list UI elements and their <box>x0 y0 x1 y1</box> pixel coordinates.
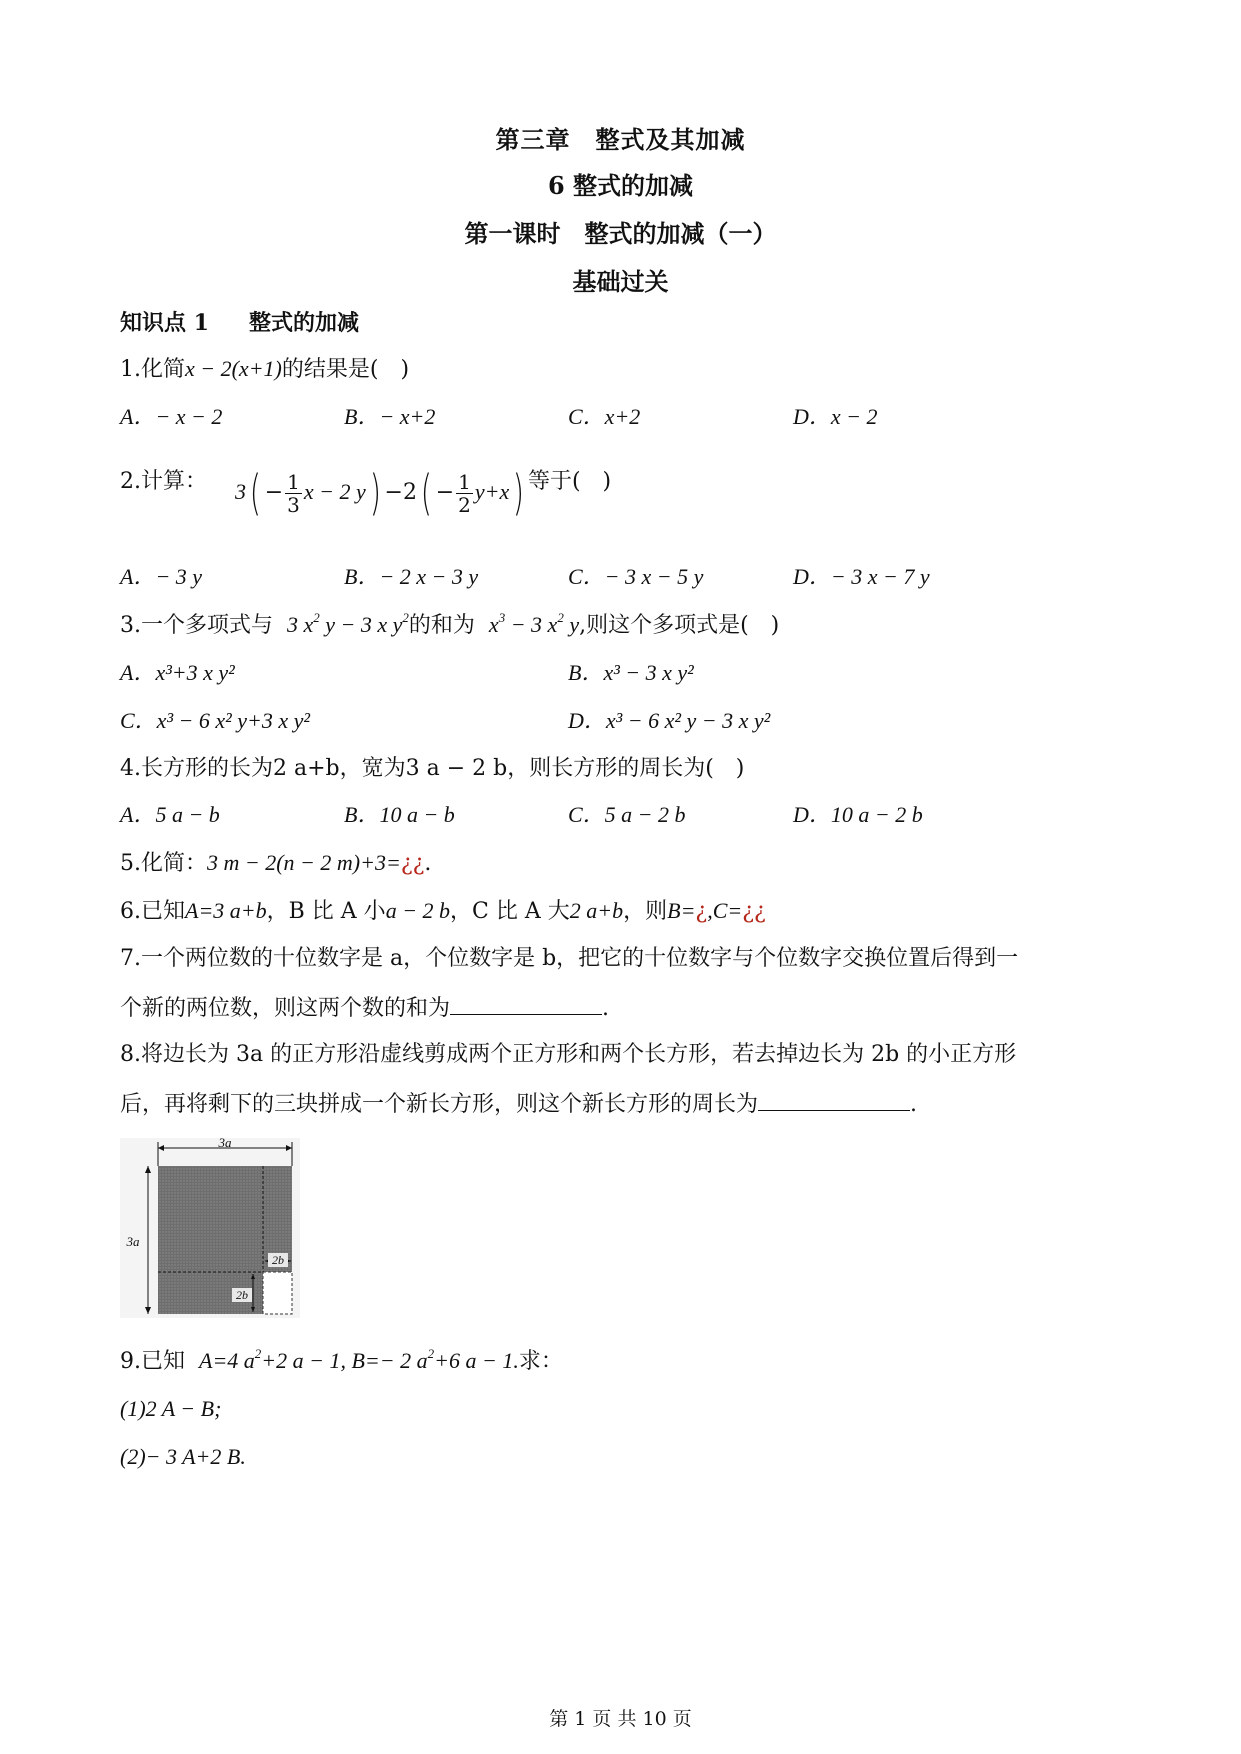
q4-option-b: B．10 a − b <box>344 802 455 827</box>
q1-option-d: D．x − 2 <box>793 404 878 429</box>
q2-fraction-1 <box>285 471 302 516</box>
q2-fraction-1-numerator: 1 <box>287 469 300 494</box>
inner-dimension-label: 2b <box>272 1253 284 1267</box>
q6-garbled-mark-1: ¿ <box>695 899 708 924</box>
q9-expression: A=4 $a^2+2$ a − 1, B=− 2 $a^2+6$ a − 1. <box>199 1345 519 1373</box>
q6-c-label: ,C= <box>707 898 743 923</box>
q8-answer-blank <box>758 1088 910 1111</box>
q2-fraction-1-denominator: 3 <box>287 492 300 517</box>
question-8-line-1: 8.将边长为 3a 的正方形沿虚线剪成两个正方形和两个长方形，若去掉边长为 2b 的小正方形 <box>120 1042 1017 1067</box>
q5-garbled-mark: ¿¿ <box>400 851 425 876</box>
q2-option-d: D．− 3 x − 7 y <box>793 564 930 589</box>
q6-mid-3: ，则 <box>623 899 668 924</box>
q9-suffix: 求： <box>518 1349 563 1374</box>
part-title: 基础过关 <box>572 267 669 296</box>
q7-end: . <box>602 996 610 1021</box>
top-dimension-label: 3a <box>218 1138 232 1150</box>
lesson-title: 第一课时 整式的加减（一） <box>464 219 777 248</box>
q6-b-difference: a − 2 b <box>385 898 451 923</box>
q1-option-a: A．− x − 2 <box>120 404 223 429</box>
knowledge-point-title: 整式的加减 <box>248 310 359 336</box>
q2-fraction-2 <box>456 471 473 516</box>
q3-option-b: B．x³ − 3 x y² <box>568 660 694 685</box>
q3-middle: 的和为 <box>408 613 475 638</box>
q1-prefix: 1.化简 <box>120 357 185 382</box>
q1-suffix: 的结果是( ) <box>281 357 410 382</box>
q2-option-a: A．− 3 y <box>120 564 203 589</box>
q8-end: . <box>910 1092 918 1117</box>
q9-part-2: (2)− 3 A+2 B. <box>120 1444 246 1469</box>
q2-suffix: 等于( ) <box>527 469 612 494</box>
q2-prefix: 2.计算： <box>120 469 207 494</box>
q2-option-c: C．− 3 x − 5 y <box>568 564 704 589</box>
question-2: 2.计算： 3( − $\frac{1}{3}$ x − 2 y) −2( − $\frac{1}{2}$ y+x) 等于( ) <box>120 465 612 521</box>
q4-option-c: C．5 a − 2 b <box>568 802 686 827</box>
q1-option-c: C．x+2 <box>568 404 641 429</box>
left-dimension-label: 3a <box>126 1234 140 1249</box>
q3-prefix: 3.一个多项式与 <box>120 613 273 638</box>
knowledge-point-heading <box>120 308 359 338</box>
q6-b-label: B= <box>667 898 696 923</box>
q3-option-d: D．x³ − 6 x² y − 3 x y² <box>568 708 771 733</box>
q2-term-1: x − 2 y <box>303 479 366 504</box>
question-3 <box>120 610 779 641</box>
q9-part-1: (1)2 A − B; <box>120 1396 222 1421</box>
q2-coefficient-1: 3 <box>235 479 246 504</box>
q9-prefix: 9.已知 <box>120 1349 185 1374</box>
q7-answer-blank <box>450 992 602 1015</box>
q2-term-2: y+x <box>474 479 510 504</box>
knowledge-point-label: 知识点 1 <box>120 310 209 336</box>
q6-c-difference: 2 a+b <box>569 898 624 923</box>
q5-expression: 3 m − 2(n − 2 m)+3= <box>207 850 401 875</box>
q2-middle: −2 <box>384 480 417 505</box>
q3-suffix: ,则这个多项式是( ) <box>579 613 780 638</box>
question-7-line-1: 7.一个两位数的十位数字是 a，个位数字是 b，把它的十位数字与个位数字交换位置后得到一 <box>120 946 1019 971</box>
removed-small-square <box>263 1272 292 1314</box>
question-5 <box>120 848 431 879</box>
q4-option-a: A．5 a − b <box>120 802 220 827</box>
square-cut-figure <box>120 1138 300 1318</box>
q3-option-a: A．x³+3 x y² <box>120 660 235 685</box>
q6-mid-2: ，C 比 A 大 <box>450 899 570 924</box>
question-6 <box>120 896 766 927</box>
bottom-dimension-label: 2b <box>236 1288 248 1302</box>
q7-text: 个新的两位数，则这两个数的和为 <box>120 996 451 1021</box>
q3-expression-2: $x^3 - 3$ $x^2$ y <box>488 609 580 637</box>
q4-option-d: D．10 a − 2 b <box>793 802 923 827</box>
question-8-line-2 <box>120 1088 917 1120</box>
page-footer: 第 1 页 共 10 页 <box>549 1708 692 1730</box>
q1-option-b: B．− x+2 <box>344 404 436 429</box>
question-7-line-2 <box>120 992 609 1024</box>
q8-text: 后，再将剩下的三块拼成一个新长方形，则这个新长方形的周长为 <box>120 1092 759 1117</box>
question-9 <box>120 1346 563 1377</box>
q2-fraction-2-numerator: 1 <box>458 469 471 494</box>
q3-option-c: C．x³ − 6 x² y+3 x y² <box>120 708 310 733</box>
q3-expression-1: 3 $x^2$ y − 3 x $y^2$ <box>287 609 409 637</box>
chapter-title: 第三章 整式及其加减 <box>495 125 746 154</box>
q6-prefix: 6.已知 <box>120 899 185 924</box>
section-title: 6 整式的加减 <box>547 171 694 200</box>
q1-expression: x − 2(x+1) <box>185 356 282 381</box>
q5-prefix: 5.化简： <box>120 851 207 876</box>
q5-suffix: . <box>424 851 432 876</box>
q6-a-expression: A=3 a+b <box>185 898 267 923</box>
q2-fraction-2-denominator: 2 <box>458 492 471 517</box>
question-1 <box>120 354 409 385</box>
q6-garbled-mark-2: ¿¿ <box>742 899 766 924</box>
question-4: 4.长方形的长为2 a+b，宽为3 a − 2 b，则长方形的周长为( ) <box>120 756 745 781</box>
q6-mid-1: ，B 比 A 小 <box>266 899 386 924</box>
q2-option-b: B．− 2 x − 3 y <box>344 564 479 589</box>
